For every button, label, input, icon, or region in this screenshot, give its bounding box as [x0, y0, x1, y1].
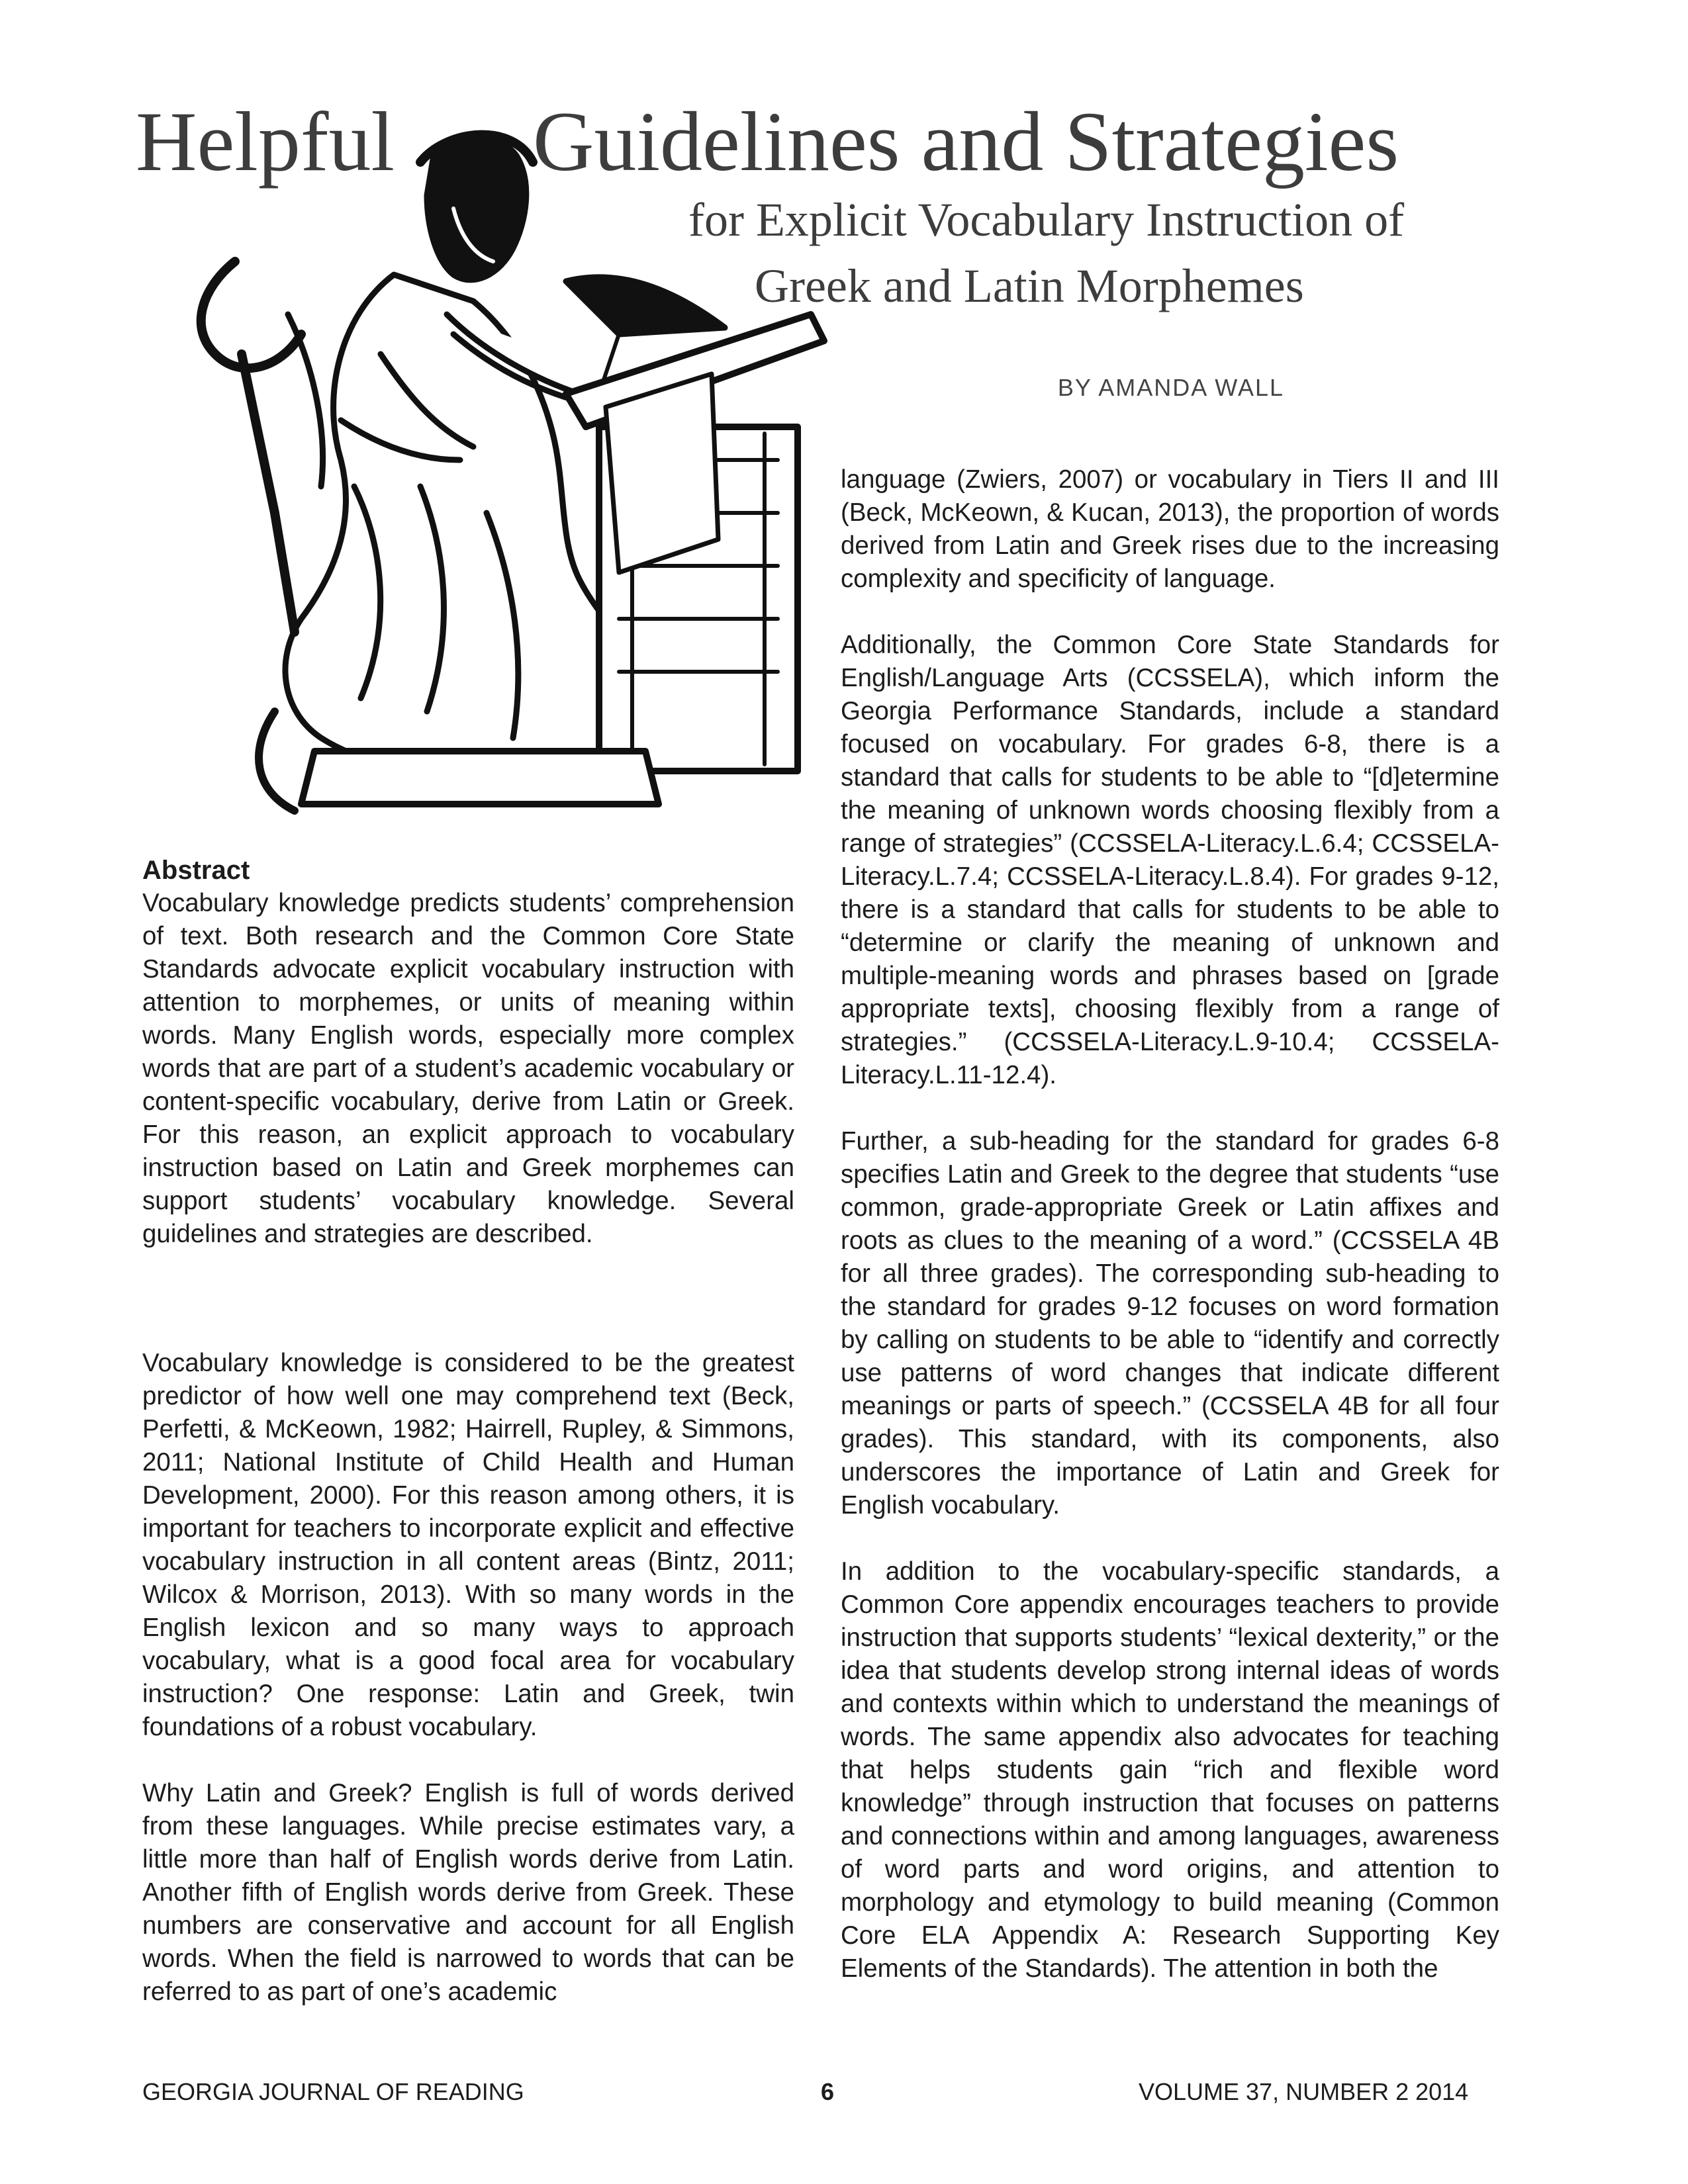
body-paragraph: Why Latin and Greek? English is full of words derived from these languages. While precise estimates vary, a little more than half of English words derive from Latin. Another fifth of English words derive from Greek. These numbers are conservative and account for all English words. When the field is narrowed to words that can be referred to as part of one’s academic	[142, 1779, 794, 2006]
abstract-text: Vocabulary knowledge predicts students’ comprehension of text. Both research and the Common Core State Standards advocate explicit vocabulary instruction with attention to morphemes, or units of meaning within words. Many English words, especially more complex words that are part of a student’s academic vocabulary or content-specific vocabulary, derive from Latin or Greek. For this reason, an explicit approach to vocabulary instruction based on Latin and Greek morphemes can support students’ vocabulary knowledge. Several guidelines and strategies are described.	[142, 889, 794, 1248]
article-subtitle-line-2: Greek and Latin Morphemes	[755, 259, 1304, 312]
footer-page-number: 6	[821, 2078, 835, 2105]
right-text-column	[841, 463, 1499, 1985]
footer-journal-name: GEORGIA JOURNAL OF READING	[142, 2078, 524, 2105]
body-paragraph: Further, a sub-heading for the standard for grades 6-8 specifies Latin and Greek to the degree that students “use common, grade-appropriate Greek or Latin affixes and roots as clues to the meaning of a word.” (CCSSELA 4B for all three grades). The corresponding sub-heading to the standard for grades 9-12 focuses on word formation by calling on students to be able to “identify and correctly use patterns of word changes that indicate different meanings or parts of speech.” (CCSSELA 4B for all four grades). This standard, with its components, also underscores the importance of Latin and Greek for English vocabulary.	[841, 1127, 1499, 1520]
title-main-phrase: Guidelines and Strategies	[533, 95, 1399, 189]
title-word-helpful: Helpful	[136, 95, 395, 189]
left-text-column	[142, 854, 794, 2009]
body-paragraph: Additionally, the Common Core State Standards for English/Language Arts (CCSSELA), which inform the Georgia Performance Standards, include a standard focused on vocabulary. For grades 6-8, there is a standard that calls for students to be able to “[d]etermine the meaning of unknown words choosing flexibly from a range of strategies” (CCSSELA-Literacy.L.6.4; CCSSELA-Literacy.L.7.4; CCSSELA-Literacy.L.8.4). For grades 9-12, there is a standard that calls for students to be able to “determine or clarify the meaning of unknown and multiple-meaning words and phrases based on [grade appropriate texts], choosing flexibly from a range of strategies.” (CCSSELA-Literacy.L.9-10.4; CCSSELA-Literacy.L.11-12.4).	[841, 631, 1499, 1089]
footer-volume-info: VOLUME 37, NUMBER 2 2014	[1139, 2078, 1469, 2105]
author-byline: BY AMANDA WALL	[1057, 374, 1284, 401]
body-paragraph: Vocabulary knowledge is considered to be the greatest predictor of how well one may comprehend text (Beck, Perfetti, & McKeown, 1982; Hairrell, Rupley, & Simmons, 2011; National Institute of Child Health and Human Development, 2000). For this reason among others, it is important for teachers to incorporate explicit and effective vocabulary instruction in all content areas (Bintz, 2011; Wilcox & Morrison, 2013). With so many words in the English lexicon and so many ways to approach vocabulary, what is a good focal area for vocabulary instruction? One response: Latin and Greek, twin foundations of a robust vocabulary.	[142, 1349, 794, 1741]
body-paragraph: In addition to the vocabulary-specific standards, a Common Core appendix encourages teachers to provide instruction that supports students’ “lexical dexterity,” or the idea that students develop strong internal ideas of words and contexts within which to understand the meanings of words. The same appendix also advocates for teaching that helps students gain “rich and flexible word knowledge” through instruction that focuses on patterns and connections within and among languages, awareness of word parts and word origins, and attention to morphology and etymology to build meaning (Common Core ELA Appendix A: Research Supporting Key Elements of the Standards). The attention in both the	[841, 1557, 1499, 1983]
article-subtitle-line-1: for Explicit Vocabulary Instruction of	[688, 193, 1405, 246]
body-paragraph: language (Zwiers, 2007) or vocabulary in Tiers II and III (Beck, McKeown, & Kucan, 2013), the proportion of words derived from Latin and Greek rises due to the increasing complexity and specificity of language.	[841, 465, 1499, 593]
abstract-heading: Abstract	[142, 856, 250, 885]
